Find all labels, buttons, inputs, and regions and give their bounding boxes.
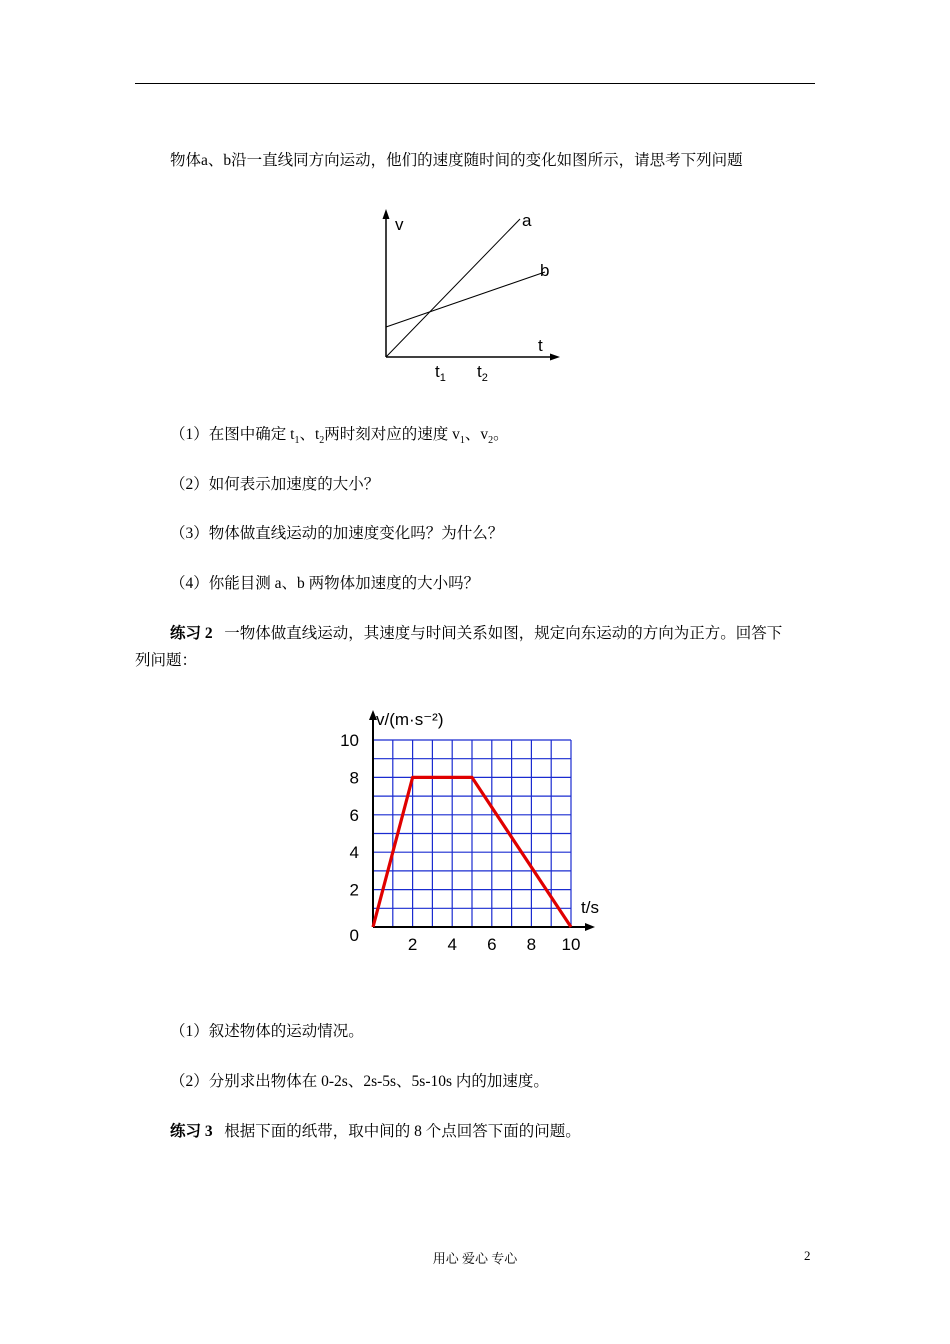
x-tick-label: 6 bbox=[487, 935, 497, 954]
exercise-2-question-2: （2）分别求出物体在 0-2s、2s-5s、5s-10s 内的加速度。 bbox=[170, 1073, 549, 1090]
vt-chart-grid bbox=[330, 700, 610, 970]
line-b bbox=[386, 272, 545, 327]
chart-x-label: t/s bbox=[581, 898, 599, 917]
question-4: （4）你能目测 a、b 两物体加速度的大小吗？ bbox=[170, 575, 480, 592]
chart-x-arrow bbox=[585, 923, 595, 931]
exercise-3-label: 练习 3 bbox=[170, 1123, 213, 1140]
line-b-label: b bbox=[540, 261, 550, 280]
exercise-2-line2: 列问题： bbox=[135, 652, 198, 669]
exercise-2-question-1: （1）叙述物体的运动情况。 bbox=[170, 1023, 364, 1040]
x-axis-arrow bbox=[550, 354, 560, 361]
y-tick-label: 4 bbox=[349, 843, 359, 863]
x-tick-label: 4 bbox=[447, 935, 457, 954]
exercise-3-line: 练习 3 根据下面的纸带，取中间的 8 个点回答下面的问题。 bbox=[170, 1123, 581, 1140]
y-tick-label: 2 bbox=[349, 880, 359, 900]
header-rule bbox=[135, 83, 815, 84]
x-label: t bbox=[538, 336, 543, 355]
x-tick-label: 8 bbox=[526, 935, 537, 954]
y-tick-label: 10 bbox=[340, 731, 359, 750]
footer-motto: 用心 爱心 专心 bbox=[432, 1251, 518, 1266]
y-label: v bbox=[395, 215, 404, 234]
y-tick-label: 6 bbox=[349, 805, 359, 825]
y-axis-arrow bbox=[383, 209, 390, 219]
exercise-2-line1: 练习 2 一物体做直线运动，其速度与时间关系如图，规定向东运动的方向为正方。回答下 bbox=[170, 625, 783, 642]
t1-label: $t_1$ bbox=[435, 362, 446, 384]
y-tick-label: 0 bbox=[349, 926, 359, 945]
y-tick-label: 8 bbox=[349, 768, 359, 788]
x-tick-label: 10 bbox=[561, 935, 581, 954]
exercise-2-label: 练习 2 bbox=[170, 625, 213, 642]
question-2: （2）如何表示加速度的大小？ bbox=[170, 476, 380, 493]
intro-paragraph: 物体a、b沿一直线同方向运动，他们的速度随时间的变化如图所示，请思考下列问题 bbox=[170, 152, 743, 169]
question-1: （1）在图中确定 $t_1$、$t_2$两时刻对应的速度 $v_1$、$v_2$。 bbox=[170, 426, 509, 447]
vt-graph-ab bbox=[370, 205, 570, 390]
question-3: （3）物体做直线运动的加速度变化吗？为什么？ bbox=[170, 525, 504, 542]
t2-label: $t_2$ bbox=[477, 362, 488, 384]
line-a-label: a bbox=[522, 211, 532, 230]
chart-y-label: v/(m·s⁻²) bbox=[376, 710, 444, 729]
page-number: 2 bbox=[804, 1248, 811, 1263]
x-tick-label: 2 bbox=[407, 935, 418, 954]
